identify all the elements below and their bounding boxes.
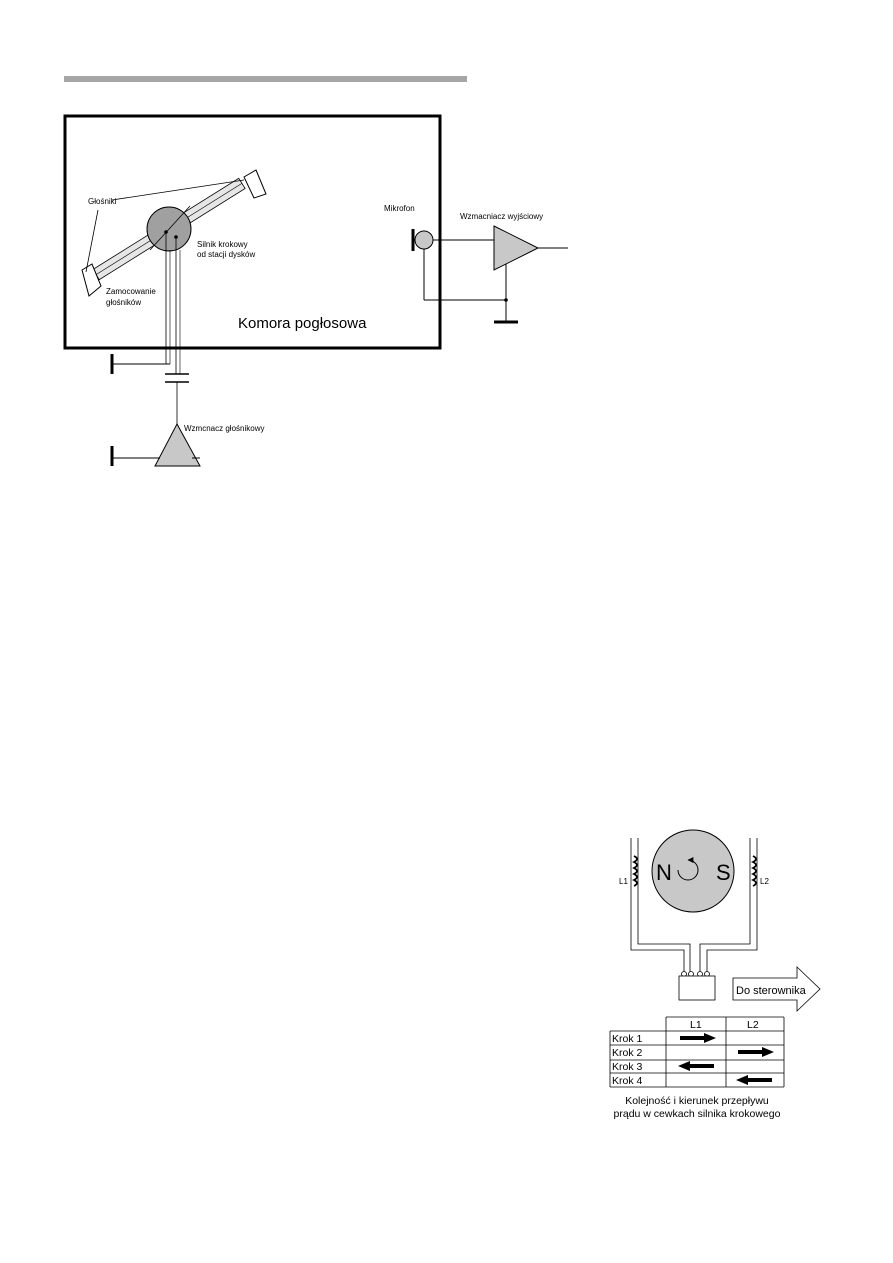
controller-arrow-label: Do sterownika — [736, 985, 806, 997]
arrow-left-icon — [678, 1061, 714, 1071]
stepper-motor-diagram — [610, 830, 820, 1120]
table-header-l1: L1 — [690, 1019, 702, 1031]
arrow-left-icon — [736, 1075, 772, 1085]
header-bar — [64, 76, 467, 82]
coil-l1-icon — [634, 856, 637, 886]
coil-l2-label: L2 — [760, 877, 769, 886]
motor-label-line1: Silnik krokowy — [197, 240, 248, 249]
output-amplifier-icon — [494, 226, 538, 270]
microphone-icon — [415, 231, 433, 249]
coil-l1-label: L1 — [619, 877, 628, 886]
table-row-step: Krok 2 — [612, 1047, 643, 1059]
table-header-l2: L2 — [747, 1019, 759, 1031]
chamber-box — [65, 116, 440, 348]
table-row-step: Krok 1 — [612, 1033, 643, 1045]
table-row-step: Krok 4 — [612, 1075, 643, 1087]
arrow-right-icon — [738, 1047, 774, 1057]
table-row-step: Krok 3 — [612, 1061, 643, 1073]
speaker-right-icon — [244, 170, 266, 198]
reverb-chamber-diagram — [65, 116, 568, 466]
arrow-right-icon — [680, 1033, 716, 1043]
speakers-label: Głośniki — [88, 197, 117, 206]
rotor-north-label: N — [656, 860, 672, 885]
motor-label-line2: od stacji dysków — [197, 250, 256, 259]
coil-l2-icon — [753, 856, 756, 886]
chamber-label: Komora pogłosowa — [238, 315, 367, 332]
microphone-label: Mikrofon — [384, 204, 415, 213]
caption-line2: prądu w cewkach silnika krokowego — [613, 1108, 781, 1120]
output-amp-label: Wzmacniacz wyjściowy — [460, 212, 544, 221]
caption-line1: Kolejność i kierunek przepływu — [625, 1095, 769, 1107]
mount-label-line1: Zamocowanie — [106, 287, 156, 296]
speaker-amp-label: Wzmcnacz głośnikowy — [184, 424, 265, 433]
rotor-south-label: S — [716, 860, 731, 885]
connector-box — [679, 976, 715, 1000]
mount-label-line2: głośników — [106, 298, 142, 307]
